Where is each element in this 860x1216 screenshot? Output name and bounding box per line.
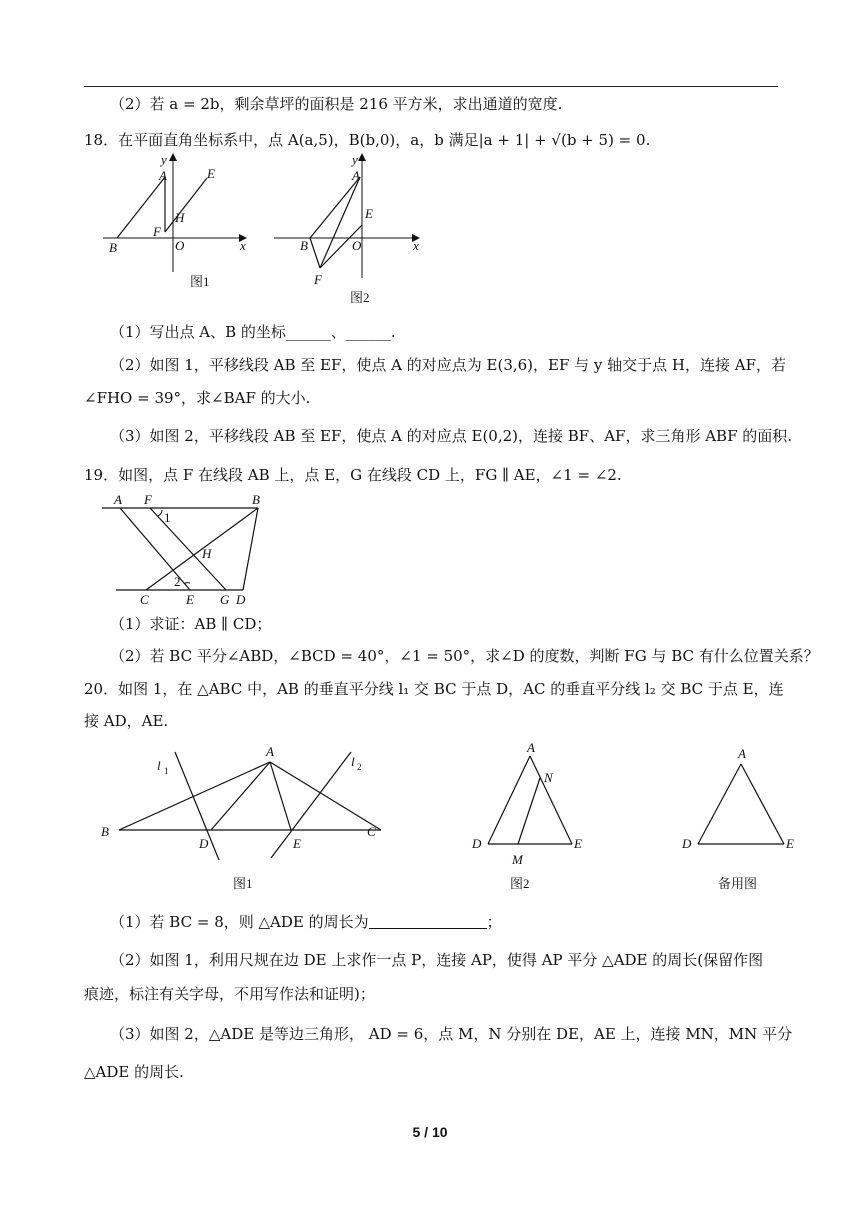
q20-part1-post: ； (486, 913, 502, 931)
fig2-label-x: x (413, 238, 419, 253)
fig19-label-G: G (220, 592, 230, 607)
q19-figure (98, 490, 278, 608)
q20-figure2 (466, 740, 596, 892)
fig2-label-F: F (314, 272, 322, 287)
fig19-label-E: E (186, 592, 194, 607)
fig20-label-C: C (367, 824, 376, 839)
fig20c-label-A: A (738, 746, 746, 761)
q19-stem: 19．如图，点 F 在线段 AB 上，点 E，G 在线段 CD 上，FG ∥ AE，∠1 = ∠2. (84, 466, 622, 484)
fig20-l1-sub: 1 (164, 766, 169, 776)
fig20-label-B: B (101, 824, 109, 839)
fig1-label-H: H (175, 210, 185, 225)
fig19-label-D: D (236, 592, 246, 607)
fig20-caption2: 图2 (510, 876, 530, 891)
fig20-label-E: E (293, 836, 301, 851)
fig20b-label-N: N (544, 770, 553, 785)
fig20b-label-M: M (512, 852, 523, 867)
fig20b-label-D: D (472, 836, 482, 851)
q20-figure1 (95, 740, 395, 892)
fig2-label-y: y (352, 152, 358, 167)
fig20c-label-E: E (786, 836, 794, 851)
fig1-label-B: B (109, 240, 117, 255)
fig1-label-A: A (159, 168, 167, 183)
q18-part2-line2: ∠FHO = 39°，求∠BAF 的大小. (84, 389, 311, 407)
q20-part1 (110, 912, 502, 932)
fig20b-label-A: A (527, 740, 535, 755)
q20-figure-spare (676, 740, 806, 892)
q18-part1: （1）写出点 A、B 的坐标______、______. (110, 323, 396, 341)
q20-part1-pre: （1）若 BC = 8，则 △ADE 的周长为 (110, 913, 369, 931)
fig2-label-B: B (300, 238, 308, 253)
page-number: 5 / 10 (412, 1124, 448, 1140)
fig2-label-E: E (365, 206, 373, 221)
fig1-label-F: F (153, 224, 161, 239)
q18-figure1 (95, 150, 265, 290)
fig1-label-y: y (161, 152, 167, 167)
q20-part3-line2: △ADE 的周长. (84, 1063, 184, 1081)
fig20-l2-sub: 2 (357, 762, 362, 772)
fig19-angle-1: 1 (164, 510, 171, 525)
fig19-label-C: C (140, 592, 149, 607)
fig20c-label-D: D (682, 836, 692, 851)
fig20-l2: l (351, 754, 355, 769)
fig2-label-A: A (352, 168, 360, 183)
fig1-label-E: E (207, 166, 215, 181)
q20-stem-line2: 接 AD，AE. (84, 712, 169, 730)
q20-part3-line1: （3）如图 2，△ADE 是等边三角形， AD = 6，点 M，N 分别在 DE，AE 上，连接 MN，MN 平分 (110, 1025, 793, 1043)
fig20b-label-E: E (574, 836, 582, 851)
q19-part2: （2）若 BC 平分∠ABD，∠BCD = 40°，∠1 = 50°，求∠D 的度数，判断 FG 与 BC 有什么位置关系？ (110, 647, 819, 665)
fig19-label-B: B (252, 492, 260, 507)
header-rule (84, 86, 778, 87)
fig1-caption: 图1 (190, 274, 210, 289)
fig1-label-O: O (175, 238, 185, 253)
fig19-label-A: A (114, 492, 122, 507)
q20-stem-line1: 20．如图 1，在 △ABC 中，AB 的垂直平分线 l₁ 交 BC 于点 D，AC 的垂直平分线 l₂ 交 BC 于点 E，连 (84, 680, 784, 698)
fig19-angle-2: 2 (174, 574, 181, 589)
q18-part3: （3）如图 2，平移线段 AB 至 EF，使点 A 的对应点 E(0,2)，连接 BF、AF，求三角形 ABF 的面积. (110, 427, 793, 445)
answer-blank (369, 913, 487, 929)
fig20-l1: l (157, 758, 161, 773)
q18-figure2 (268, 150, 428, 310)
q20-part2-line2: 痕迹，标注有关字母，不用写作法和证明)； (84, 985, 375, 1003)
fig19-label-F: F (144, 492, 152, 507)
q18-part2-line1: （2）如图 1，平移线段 AB 至 EF，使点 A 的对应点为 E(3,6)，EF 与 y 轴交于点 H，连接 AF，若 (110, 356, 787, 374)
fig19-label-H: H (202, 546, 212, 561)
q17-part2: （2）若 a = 2b，剩余草坪的面积是 216 平方米，求出通道的宽度. (110, 95, 563, 113)
q18-stem: 18．在平面直角坐标系中，点 A(a,5)，B(b,0)，a，b 满足|a + 1| + √(b + 5) = 0. (84, 131, 651, 149)
fig20-label-A: A (266, 744, 274, 759)
fig20-label-D: D (199, 836, 209, 851)
q19-part1: （1）求证：AB ∥ CD； (110, 615, 272, 633)
q20-part2-line1: （2）如图 1，利用尺规在边 DE 上求作一点 P，连接 AP，使得 AP 平分 △ADE 的周长(保留作图 (110, 951, 764, 969)
fig2-caption: 图2 (350, 290, 370, 305)
fig20-caption3: 备用图 (718, 876, 758, 891)
fig2-label-O: O (352, 238, 362, 253)
fig1-label-x: x (240, 238, 246, 253)
fig20-caption1: 图1 (233, 876, 253, 891)
